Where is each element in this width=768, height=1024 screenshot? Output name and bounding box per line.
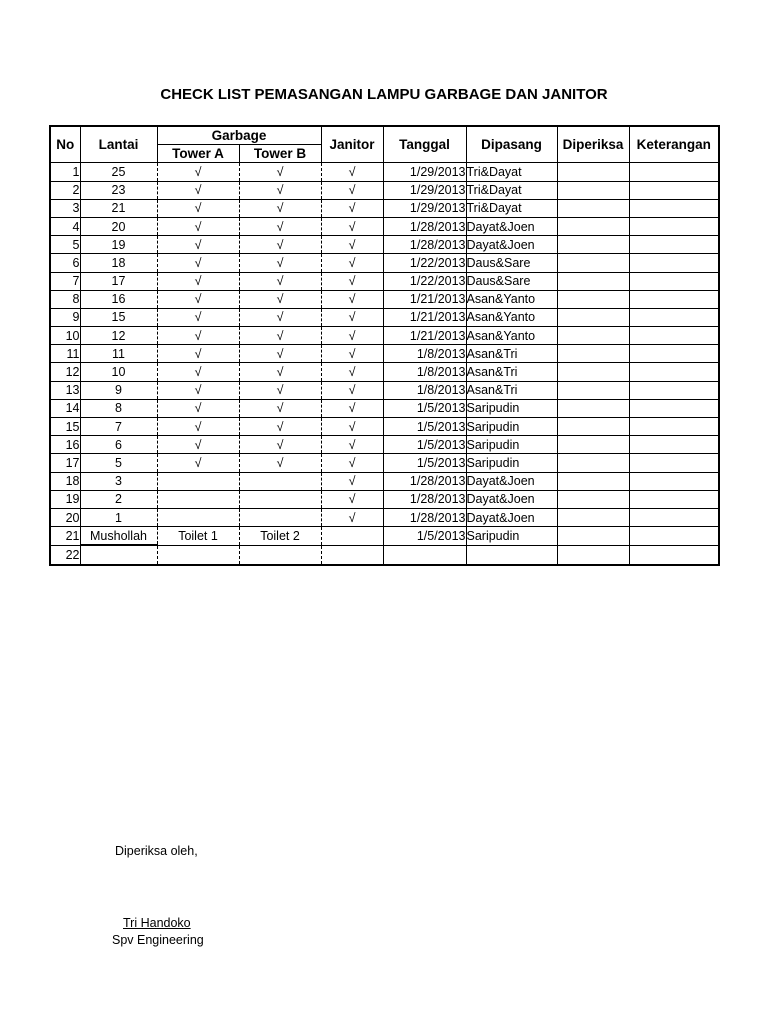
cell-diperiksa (557, 345, 629, 363)
cell-lantai: 20 (80, 217, 157, 235)
cell-dipasang: Dayat&Joen (466, 217, 557, 235)
table-row (50, 508, 719, 526)
cell-janitor: √ (321, 290, 383, 308)
cell-keterangan (629, 327, 719, 345)
cell-diperiksa (557, 272, 629, 290)
table-row (50, 472, 719, 490)
table-row (50, 272, 719, 290)
cell-diperiksa (557, 436, 629, 454)
cell-dipasang: Tri&Dayat (466, 163, 557, 181)
cell-tower-b: √ (239, 436, 321, 454)
cell-lantai: 21 (80, 199, 157, 217)
cell-no: 13 (50, 381, 80, 399)
header-lantai: Lantai (80, 126, 157, 163)
cell-no: 8 (50, 290, 80, 308)
table-row (50, 363, 719, 381)
signature-role: Spv Engineering (112, 933, 204, 947)
table-row (50, 545, 719, 564)
cell-tower-b: √ (239, 363, 321, 381)
cell-tower-b: √ (239, 199, 321, 217)
cell-lantai: 16 (80, 290, 157, 308)
cell-janitor: √ (321, 381, 383, 399)
cell-dipasang: Dayat&Joen (466, 490, 557, 508)
cell-tower-a: √ (157, 217, 239, 235)
cell-tower-a: √ (157, 181, 239, 199)
header-tower-a: Tower A (157, 145, 239, 163)
cell-tanggal: 1/8/2013 (383, 345, 466, 363)
cell-no: 17 (50, 454, 80, 472)
signature-name: Tri Handoko (123, 916, 191, 930)
cell-janitor: √ (321, 272, 383, 290)
cell-tower-a: √ (157, 345, 239, 363)
cell-tower-b: √ (239, 308, 321, 326)
cell-tanggal: 1/22/2013 (383, 254, 466, 272)
cell-janitor: √ (321, 163, 383, 181)
cell-no: 21 (50, 527, 80, 546)
cell-janitor: √ (321, 454, 383, 472)
cell-tower-b: √ (239, 345, 321, 363)
cell-dipasang: Daus&Sare (466, 272, 557, 290)
table-row (50, 345, 719, 363)
cell-tower-b: √ (239, 181, 321, 199)
cell-janitor: √ (321, 418, 383, 436)
cell-tower-b (239, 472, 321, 490)
cell-diperiksa (557, 363, 629, 381)
cell-janitor (321, 545, 383, 564)
cell-diperiksa (557, 327, 629, 345)
cell-diperiksa (557, 181, 629, 199)
cell-no: 22 (50, 545, 80, 564)
cell-tower-b (239, 545, 321, 564)
cell-janitor: √ (321, 508, 383, 526)
cell-no: 6 (50, 254, 80, 272)
cell-janitor: √ (321, 363, 383, 381)
cell-tower-a: √ (157, 454, 239, 472)
cell-tower-a (157, 545, 239, 564)
cell-dipasang: Saripudin (466, 399, 557, 417)
cell-diperiksa (557, 490, 629, 508)
cell-tower-a: √ (157, 381, 239, 399)
cell-tower-a: √ (157, 308, 239, 326)
cell-diperiksa (557, 163, 629, 181)
cell-keterangan (629, 508, 719, 526)
cell-tower-b: √ (239, 236, 321, 254)
cell-dipasang: Asan&Yanto (466, 290, 557, 308)
cell-diperiksa (557, 217, 629, 235)
cell-lantai: 19 (80, 236, 157, 254)
cell-tanggal: 1/28/2013 (383, 236, 466, 254)
cell-tower-a (157, 472, 239, 490)
header-row (50, 126, 719, 145)
cell-tower-a: √ (157, 327, 239, 345)
cell-dipasang: Dayat&Joen (466, 236, 557, 254)
cell-dipasang: Tri&Dayat (466, 181, 557, 199)
cell-dipasang (466, 545, 557, 564)
table-body (50, 163, 719, 565)
table-row (50, 290, 719, 308)
cell-no: 9 (50, 308, 80, 326)
cell-dipasang: Dayat&Joen (466, 508, 557, 526)
cell-tower-b: √ (239, 254, 321, 272)
header-tower-b: Tower B (239, 145, 321, 163)
cell-keterangan (629, 308, 719, 326)
cell-lantai: 3 (80, 472, 157, 490)
cell-tanggal (383, 545, 466, 564)
cell-janitor: √ (321, 181, 383, 199)
cell-tanggal: 1/28/2013 (383, 508, 466, 526)
cell-keterangan (629, 472, 719, 490)
cell-keterangan (629, 363, 719, 381)
cell-lantai: 12 (80, 327, 157, 345)
table-row (50, 436, 719, 454)
cell-no: 3 (50, 199, 80, 217)
cell-tower-a: Toilet 1 (157, 527, 239, 546)
cell-tanggal: 1/22/2013 (383, 272, 466, 290)
table-row (50, 217, 719, 235)
cell-no: 1 (50, 163, 80, 181)
cell-tower-b: √ (239, 381, 321, 399)
cell-no: 16 (50, 436, 80, 454)
cell-tanggal: 1/5/2013 (383, 418, 466, 436)
cell-janitor: √ (321, 327, 383, 345)
cell-diperiksa (557, 308, 629, 326)
cell-dipasang: Saripudin (466, 436, 557, 454)
cell-keterangan (629, 381, 719, 399)
cell-tanggal: 1/29/2013 (383, 181, 466, 199)
table-row (50, 163, 719, 181)
cell-no: 18 (50, 472, 80, 490)
cell-janitor: √ (321, 199, 383, 217)
cell-lantai: 8 (80, 399, 157, 417)
cell-tower-a: √ (157, 399, 239, 417)
table-row (50, 181, 719, 199)
cell-keterangan (629, 490, 719, 508)
cell-dipasang: Saripudin (466, 454, 557, 472)
cell-tanggal: 1/21/2013 (383, 290, 466, 308)
table-row (50, 490, 719, 508)
cell-dipasang: Asan&Tri (466, 381, 557, 399)
cell-tanggal: 1/28/2013 (383, 217, 466, 235)
cell-tower-b: √ (239, 272, 321, 290)
cell-tower-b (239, 490, 321, 508)
page-title: CHECK LIST PEMASANGAN LAMPU GARBAGE DAN JANITOR (160, 86, 608, 103)
header-dipasang: Dipasang (466, 126, 557, 163)
cell-tower-a: √ (157, 163, 239, 181)
table-row (50, 527, 719, 546)
header-garbage: Garbage (157, 126, 321, 145)
cell-tower-a: √ (157, 418, 239, 436)
cell-tanggal: 1/8/2013 (383, 381, 466, 399)
cell-diperiksa (557, 381, 629, 399)
checklist-table (49, 125, 720, 566)
cell-janitor: √ (321, 436, 383, 454)
cell-tower-b: √ (239, 399, 321, 417)
cell-diperiksa (557, 290, 629, 308)
cell-tanggal: 1/8/2013 (383, 363, 466, 381)
cell-no: 15 (50, 418, 80, 436)
cell-tower-a: √ (157, 363, 239, 381)
cell-janitor (321, 527, 383, 546)
cell-tower-b: √ (239, 418, 321, 436)
cell-no: 7 (50, 272, 80, 290)
cell-keterangan (629, 181, 719, 199)
table-row (50, 454, 719, 472)
table-row (50, 254, 719, 272)
cell-lantai: 18 (80, 254, 157, 272)
cell-lantai: 6 (80, 436, 157, 454)
cell-janitor: √ (321, 217, 383, 235)
cell-no: 2 (50, 181, 80, 199)
cell-keterangan (629, 236, 719, 254)
cell-tower-a (157, 490, 239, 508)
cell-keterangan (629, 399, 719, 417)
cell-keterangan (629, 418, 719, 436)
cell-tower-b: √ (239, 290, 321, 308)
cell-janitor: √ (321, 399, 383, 417)
cell-janitor: √ (321, 254, 383, 272)
table-row (50, 327, 719, 345)
cell-tower-a: √ (157, 290, 239, 308)
cell-tanggal: 1/21/2013 (383, 308, 466, 326)
cell-tower-b (239, 508, 321, 526)
cell-dipasang: Daus&Sare (466, 254, 557, 272)
cell-lantai: 1 (80, 508, 157, 526)
cell-lantai: 15 (80, 308, 157, 326)
cell-tower-b: √ (239, 327, 321, 345)
cell-tanggal: 1/28/2013 (383, 490, 466, 508)
cell-tower-a: √ (157, 199, 239, 217)
header-no: No (50, 126, 80, 163)
cell-dipasang: Asan&Yanto (466, 308, 557, 326)
cell-no: 11 (50, 345, 80, 363)
cell-janitor: √ (321, 308, 383, 326)
cell-tower-b: √ (239, 454, 321, 472)
cell-tanggal: 1/29/2013 (383, 199, 466, 217)
table-row (50, 399, 719, 417)
cell-diperiksa (557, 199, 629, 217)
cell-lantai: 5 (80, 454, 157, 472)
cell-lantai: 7 (80, 418, 157, 436)
cell-diperiksa (557, 545, 629, 564)
cell-no: 14 (50, 399, 80, 417)
cell-tower-a (157, 508, 239, 526)
cell-tower-a: √ (157, 272, 239, 290)
cell-no: 20 (50, 508, 80, 526)
cell-lantai: 11 (80, 345, 157, 363)
cell-lantai: 25 (80, 163, 157, 181)
cell-keterangan (629, 345, 719, 363)
table-row (50, 199, 719, 217)
cell-dipasang: Asan&Tri (466, 345, 557, 363)
cell-no: 19 (50, 490, 80, 508)
cell-tower-b: √ (239, 163, 321, 181)
cell-keterangan (629, 454, 719, 472)
cell-keterangan (629, 527, 719, 546)
cell-keterangan (629, 254, 719, 272)
cell-tanggal: 1/5/2013 (383, 527, 466, 546)
table-row (50, 381, 719, 399)
cell-keterangan (629, 217, 719, 235)
cell-tanggal: 1/29/2013 (383, 163, 466, 181)
cell-tower-b: Toilet 2 (239, 527, 321, 546)
cell-dipasang: Saripudin (466, 418, 557, 436)
cell-diperiksa (557, 254, 629, 272)
cell-dipasang: Asan&Tri (466, 363, 557, 381)
header-tanggal: Tanggal (383, 126, 466, 163)
cell-janitor: √ (321, 472, 383, 490)
cell-diperiksa (557, 399, 629, 417)
cell-keterangan (629, 199, 719, 217)
header-diperiksa: Diperiksa (557, 126, 629, 163)
cell-no: 12 (50, 363, 80, 381)
cell-diperiksa (557, 454, 629, 472)
cell-diperiksa (557, 472, 629, 490)
cell-lantai: 10 (80, 363, 157, 381)
cell-tanggal: 1/5/2013 (383, 399, 466, 417)
cell-tower-a: √ (157, 436, 239, 454)
cell-keterangan (629, 545, 719, 564)
cell-lantai: 23 (80, 181, 157, 199)
cell-no: 4 (50, 217, 80, 235)
cell-keterangan (629, 436, 719, 454)
cell-lantai: Mushollah (80, 527, 157, 546)
table-row (50, 418, 719, 436)
cell-lantai: 17 (80, 272, 157, 290)
cell-tower-a: √ (157, 236, 239, 254)
cell-janitor: √ (321, 490, 383, 508)
header-keterangan: Keterangan (629, 126, 719, 163)
cell-lantai (80, 545, 157, 564)
cell-diperiksa (557, 418, 629, 436)
cell-tanggal: 1/5/2013 (383, 454, 466, 472)
cell-lantai: 2 (80, 490, 157, 508)
cell-keterangan (629, 272, 719, 290)
header-janitor: Janitor (321, 126, 383, 163)
table-row (50, 236, 719, 254)
cell-no: 10 (50, 327, 80, 345)
cell-diperiksa (557, 508, 629, 526)
cell-dipasang: Saripudin (466, 527, 557, 546)
cell-tanggal: 1/5/2013 (383, 436, 466, 454)
cell-dipasang: Asan&Yanto (466, 327, 557, 345)
table-row (50, 308, 719, 326)
cell-diperiksa (557, 527, 629, 546)
cell-janitor: √ (321, 236, 383, 254)
cell-dipasang: Dayat&Joen (466, 472, 557, 490)
cell-keterangan (629, 290, 719, 308)
cell-diperiksa (557, 236, 629, 254)
cell-tower-b: √ (239, 217, 321, 235)
cell-tanggal: 1/28/2013 (383, 472, 466, 490)
cell-keterangan (629, 163, 719, 181)
signature-label: Diperiksa oleh, (115, 844, 198, 858)
cell-tower-a: √ (157, 254, 239, 272)
cell-no: 5 (50, 236, 80, 254)
cell-lantai: 9 (80, 381, 157, 399)
cell-dipasang: Tri&Dayat (466, 199, 557, 217)
cell-janitor: √ (321, 345, 383, 363)
cell-tanggal: 1/21/2013 (383, 327, 466, 345)
